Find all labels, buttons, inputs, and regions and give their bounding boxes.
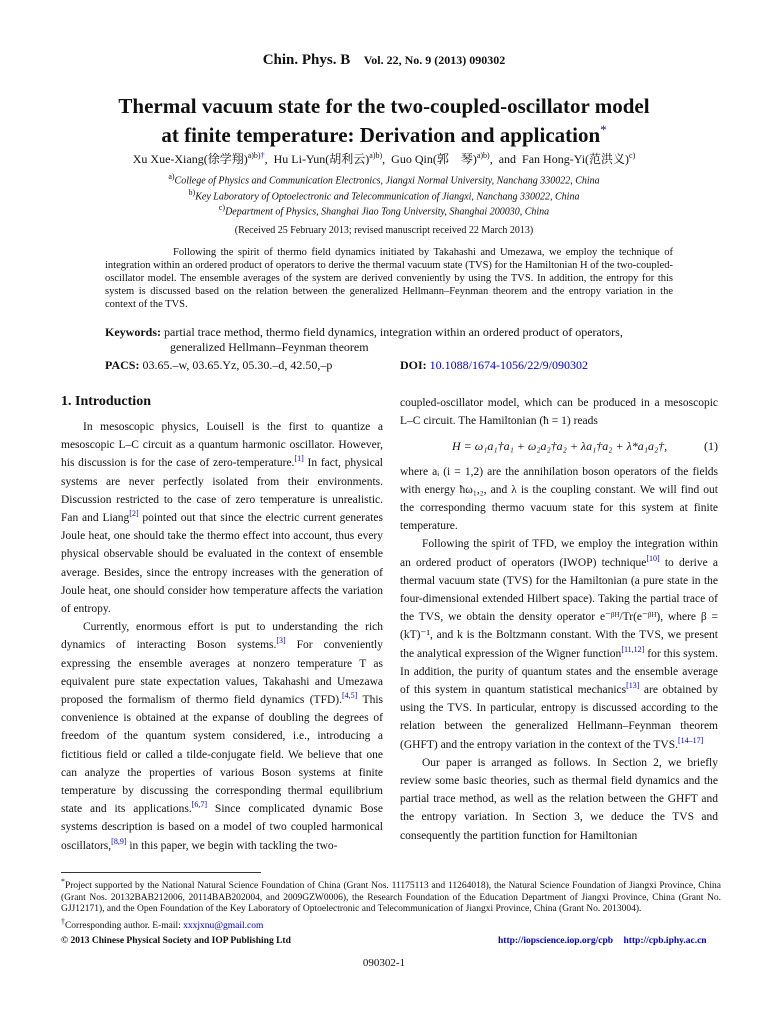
doi-link[interactable]: 10.1088/1674-1056/22/9/090302 [429, 358, 589, 372]
intro-paragraph-2 [61, 618, 383, 855]
pacs-value: 03.65.–w, 03.65.Yz, 05.30.–d, 42.50,–p [142, 358, 333, 372]
equation-1-expression: H = ω₁a₁†a₁ + ω₂a₂†a₂ + λa₁†a₂ + λ*a₁a₂†, [452, 439, 668, 454]
paragraph-text: pointed out that since the electric current generates Joule heat, one should take the thermo effect into account, thus every physical observable should be evaluated in the context of ensemble average. Besides, since the entropy increases with the generation of Joule heat, one should consider how temperature affects the variation of entropy. [61, 512, 383, 616]
paragraph-text: Currently, enormous effort is put to understanding the rich dynamics of interacting Boson systems. [61, 621, 383, 652]
section-heading-introduction: 1. Introduction [61, 394, 151, 409]
footnotes [61, 876, 721, 933]
intro-paragraph-4: where aᵢ (i = 1,2) are the annihilation boson operators of the fields with energy ħω₁,₂, and λ is the coupling constant. We will find out the corresponding thermo vacuum state for this system at finite temperature. [400, 465, 718, 533]
author-list: Xu Xue-Xiang(徐学翔)$^{a)b)\dagger}$, Hu Li-Yun(胡利云)$^{a)b)}$, Guo Qin(郭 琴)$^{a)b)}$, and Fan Hong-Yi(范洪义)$^{c)}$ [132, 151, 636, 166]
citation-2[interactable]: [2] [129, 509, 139, 519]
doi-label: DOI: [400, 358, 427, 372]
affiliation-c-mark: c) [218, 203, 226, 212]
paragraph-text: Following the spirit of TFD, we employ the integration within an ordered product of operators (IWOP) technique [400, 538, 718, 569]
publisher-links [498, 936, 707, 946]
author-2-affil: a)b) [369, 151, 383, 160]
journal-name: Chin. Phys. B [262, 52, 351, 68]
affiliation-b-text: Key Laboratory of Optoelectronic and Telecommunication of Jiangxi, Nanchang 330022, China [195, 191, 580, 203]
intro-paragraph-3: coupled-oscillator model, which can be produced in a mesoscopic L–C circuit. The Hamiltonian (ħ = 1) reads [400, 397, 718, 428]
citation-3[interactable]: [3] [276, 636, 286, 646]
journal-header [0, 52, 768, 69]
right-column [400, 394, 718, 845]
affiliation-a-mark: a) [168, 172, 175, 181]
paragraph-text: are obtained by using the TVS. In particular, entropy is discussed according to the relation between the generalized Hellmann–Feynman theorem (GHFT) and the entropy variation in the context of the TVS. [400, 684, 719, 751]
left-column [61, 418, 383, 855]
intro-paragraph-1 [61, 418, 383, 618]
page-number: 090302-1 [362, 957, 406, 969]
author-3-affil: a)b) [476, 151, 490, 160]
keywords-line-1: partial trace method, thermo field dynamics, integration within an ordered product of operators, [164, 325, 623, 339]
affiliation-c-text: Department of Physics, Shanghai Jiao Tong University, Shanghai 200030, China [225, 206, 550, 218]
footnote-funding-mark: * [61, 877, 65, 886]
author-email-link[interactable]: xxxjxnu@gmail.com [183, 921, 264, 932]
title-footnote-link[interactable]: * [600, 122, 607, 137]
abstract-text: Following the spirit of thermo field dynamics initiated by Takahashi and Umezawa, we employ the technique of integration within an ordered product of operators to derive the thermal vacuum state (TVS) for the Hamiltonian H of the two-coupled-oscillator model. The ensemble averages of the system are derived conveniently by using the TVS. In addition, the entropy for this system is discussed based on the relation between the generalized Hellmann–Feynman theorem and the entropy variation in the context of the TVS. [105, 247, 673, 310]
received-dates: (Received 25 February 2013; revised manuscript received 22 March 2013) [234, 225, 534, 236]
keywords-label: Keywords: [105, 325, 161, 339]
affiliation-c [40, 203, 728, 217]
citation-1[interactable]: [1] [294, 454, 304, 464]
footnote-corresponding [61, 916, 721, 933]
intro-paragraph-5 [400, 535, 718, 753]
footnote-corresponding-mark: † [61, 916, 65, 926]
journal-volume: Vol. 22, No. 9 (2013) 090302 [363, 53, 506, 67]
equation-1-number: (1) [704, 439, 718, 454]
citation-11-12[interactable]: [11,12] [621, 644, 645, 654]
affiliation-a [40, 172, 728, 186]
keywords-line-2: generalized Hellmann–Feynman theorem [170, 340, 369, 354]
affiliation-b-mark: b) [188, 188, 196, 197]
title-line-2-text: at finite temperature: Derivation and application [161, 123, 601, 147]
paragraph-text: This convenience is obtained at the expanse of doubling the degrees of freedom of the quantum system considered, i.e., introducing a fictitious field or called a tilde-conjugate field. We believe that one can analyze the properties of various Boson systems at finite temperature by discussing the corresponding thermal equilibrium state and its applications. [61, 694, 383, 816]
citation-6-7[interactable]: [6,7] [191, 800, 208, 810]
keywords [105, 325, 685, 355]
footnote-divider [61, 872, 261, 873]
intro-paragraph-6: Our paper is arranged as follows. In Section 2, we briefly review some basic theories, such as thermal field dynamics and the partial trace method, as well as the relation between the GHFT and the entropy variation. In Section 3, we deduce the TVS and consequently the partition function for Hamiltonian [400, 756, 718, 842]
pacs-label: PACS: [105, 358, 140, 372]
paragraph-text: In fact, physical systems are never perfectly isolated from their environments. Discussion restricted to the case of zero temperature is unrealistic. Fan and Liang [61, 457, 383, 525]
author-1: Xu Xue-Xiang(徐学翔) [132, 152, 248, 166]
abstract [105, 246, 673, 311]
affiliation-b [40, 188, 728, 202]
author-4: Fan Hong-Yi(范洪义) [522, 152, 630, 166]
paragraph-text: In mesoscopic physics, Louisell is the first to quantize a mesoscopic L–C circuit as a quantum harmonic oscillator. However, his discussion is for the case of zero-temperature. [61, 421, 383, 470]
author-1-mark[interactable]: † [260, 151, 265, 160]
citation-13[interactable]: [13] [626, 681, 640, 691]
citation-4-5[interactable]: [4,5] [342, 691, 358, 701]
paragraph-text: in this paper, we begin with tackling the two- [126, 839, 338, 852]
paragraph-text: Since complicated dynamic Bose systems description is based on a model of two coupled harmonical oscillators, [61, 803, 383, 852]
citation-8-9[interactable]: [8,9] [111, 836, 127, 846]
affiliation-a-text: College of Physics and Communication Electronics, Jiangxi Normal University, Nanchang 330022, China [174, 175, 600, 187]
author-3: Guo Qin(郭 琴) [391, 152, 477, 166]
footnote-corresponding-label: Corresponding author. E-mail: [64, 921, 184, 932]
author-4-prefix: and [498, 152, 517, 166]
citation-14-17[interactable]: [14–17] [677, 735, 704, 745]
paper-title [60, 94, 708, 147]
footnote-funding-text: Project supported by the National Natural Science Foundation of China (Grant Nos. 11175113 and 11264018), the Natural Science Foundation of Jiangxi Province, China (Grant Nos. 20132BAB212006, 20114BAB202004, and 2009GZW0006), the Research Foundation of the Education Department of Jiangxi Province, China (Grant No. GJJ12171), and the Open Foundation of the Key Laboratory of Optoelectronic and Telecommunication of Jiangxi Province, China (Grant No. 2013004). [61, 881, 721, 915]
paragraph-text: For conveniently expressing the ensemble averages at nonzero temperature T as equivalent pure state expectation values, Takahashi and Umezawa proposed the formalism of thermo field dynamics (TFD). [61, 639, 383, 707]
author-4-affil: c) [629, 151, 636, 160]
title-line-2 [60, 118, 708, 147]
footnote-funding [61, 876, 721, 916]
author-2: Hu Li-Yun(胡利云) [273, 152, 370, 166]
cpb-link[interactable]: http://cpb.iphy.ac.cn [623, 936, 707, 946]
paragraph-text: for this system. In addition, the purity of quantum states and the ensemble average of this system in quantum statistical mechanics [400, 647, 718, 697]
equation-1 [400, 437, 718, 455]
citation-10[interactable]: [10] [646, 553, 660, 563]
copyright: © 2013 Chinese Physical Society and IOP Publishing Ltd [61, 936, 291, 946]
iop-link[interactable]: http://iopscience.iop.org/cpb [498, 936, 614, 946]
author-1-affil: a)b) [247, 151, 261, 160]
doi [400, 358, 588, 373]
paragraph-text: to derive a thermal vacuum state (TVS) for the Hamiltonian (a pure state in the four-dimensional extended Hilbert space). Taking the partial trace of the TVS, we obtain the density operator e⁻ᵝᴴ/Tr(e⁻ᵝᴴ), where β = (kT)⁻¹, and k is the Boltzmann constant. With the TVS, we present the analytical expression of the Wigner function [400, 556, 718, 660]
title-line-1: Thermal vacuum state for the two-coupled-oscillator model [118, 94, 650, 118]
pacs [105, 358, 332, 373]
